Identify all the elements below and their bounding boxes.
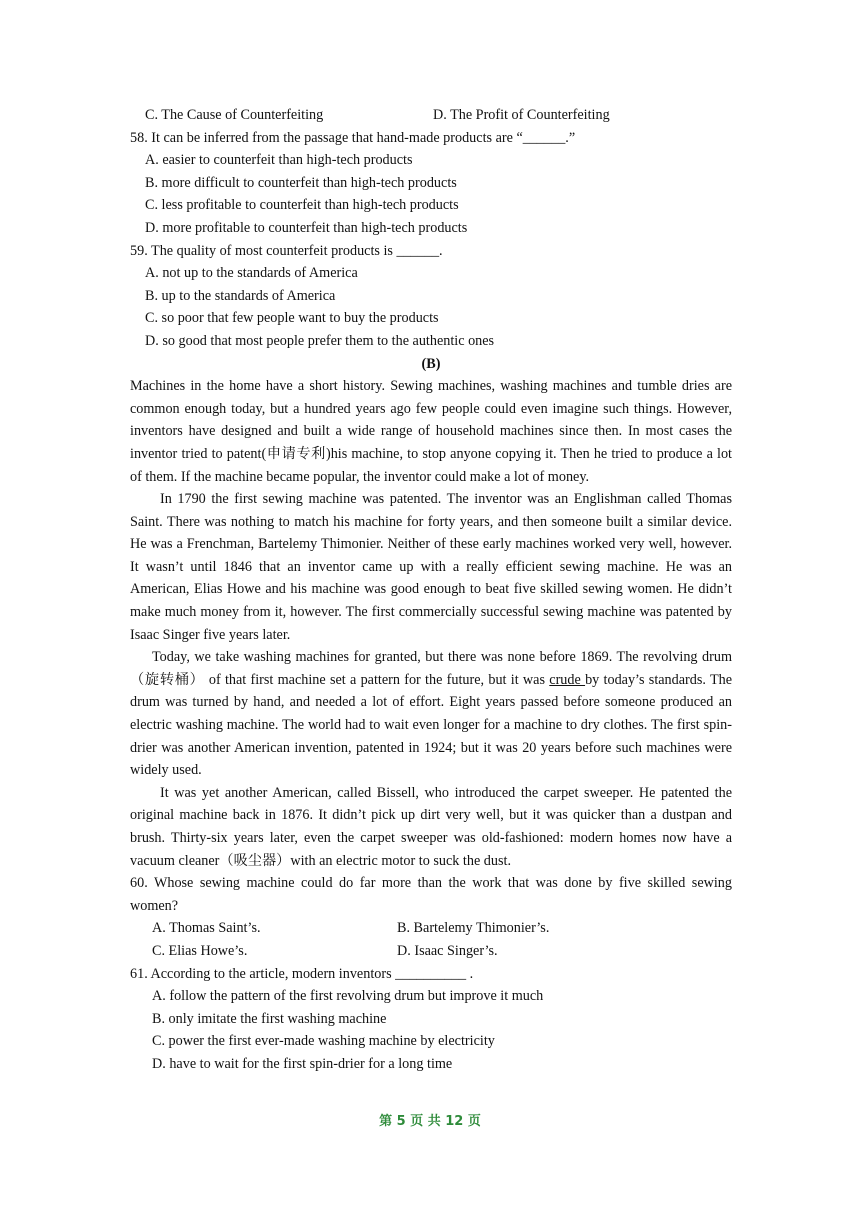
q60-option-a: A. Thomas Saint’s.	[152, 920, 261, 937]
q59-option-a: A. not up to the standards of America	[145, 265, 358, 282]
q60-option-d: D. Isaac Singer’s.	[397, 942, 498, 959]
passage-paragraph-2: In 1790 the first sewing machine was patented. The inventor was an Englishman called Thomas Saint. There was nothing to match his machine for forty years, and then someone built a similar device. He was a Frenchman, Bartelemy Thimonier. Neither of these early machines worked very well, however. It wasn’t until 1846 that an inventor came up with a really efficient sewing machine. He was an American, Elias Howe and his machine was good enough to beat five skilled sewing women. He didn’t make much money from it, however. The first commercially successful sewing machine was patented by Isaac Singer five years later.	[130, 491, 732, 643]
q58-option-b: B. more difficult to counterfeit than high-tech products	[145, 174, 457, 191]
q58-stem: 58. It can be inferred from the passage that hand-made products are “______.”	[130, 129, 576, 146]
passage-paragraph-3	[130, 646, 732, 782]
q61-stem: 61. According to the article, modern inventors __________ .	[130, 965, 474, 982]
q59-option-c: C. so poor that few people want to buy the products	[145, 310, 439, 327]
q57-option-c: C. The Cause of Counterfeiting	[145, 107, 324, 123]
q59-option-b: B. up to the standards of America	[145, 287, 336, 304]
q60-option-c: C. Elias Howe’s.	[152, 942, 248, 959]
q61-option-c: C. power the first ever-made washing machine by electricity	[152, 1033, 495, 1050]
q60-options-cd	[130, 940, 732, 963]
q58-option-c: C. less profitable to counterfeit than high-tech products	[145, 197, 459, 214]
q58-option-d: D. more profitable to counterfeit than high-tech products	[145, 219, 468, 236]
exam-page	[130, 104, 732, 1076]
section-heading-b: (B)	[421, 355, 441, 372]
q60-options-ab	[130, 917, 732, 940]
q61-option-b: B. only imitate the first washing machine	[152, 1010, 387, 1027]
q58-option-a: A. easier to counterfeit than high-tech products	[145, 152, 413, 169]
underlined-word-crude: crude	[549, 671, 586, 688]
q57-options-cd	[130, 104, 732, 127]
q61-option-a: A. follow the pattern of the first revolving drum but improve it much	[152, 988, 544, 1005]
page-footer: 第 5 页 共 12 页	[379, 1114, 481, 1129]
p3-text-after: by today’s standards. The drum was turned by hand, and needed a lot of effort. Eight years passed before someone produced an electric washing machine. The world had to wait even longer for a machine to dry clothes. The first spin-drier was another American invention, patented in 1924; but it was 20 years before such machines were widely used.	[130, 671, 733, 779]
q59-stem: 59. The quality of most counterfeit products is ______.	[130, 242, 443, 259]
p3-text-before: Today, we take washing machines for granted, but there was none before 1869. The revolving drum（旋转桶） of that first machine set a pattern for the future, but it was	[130, 649, 732, 688]
passage-paragraph-4: It was yet another American, called Bissell, who introduced the carpet sweeper. He patented the original machine back in 1876. It didn’t pick up dirt very well, but it was quicker than a dustpan and brush. Thirty-six years later, even the carpet sweeper was old-fashioned: modern homes now have a vacuum cleaner（吸尘器）with an electric motor to suck the dust.	[130, 784, 732, 869]
passage-paragraph-1: Machines in the home have a short history. Sewing machines, washing machines and tumble dries are common enough today, but a hundred years ago few people could even imagine such things. However, inventors have designed and built a wide range of household machines since then. In most cases the inventor tried to patent(申请专利)his machine, to stop anyone copying it. Then he tried to produce a lot of them. If the machine became popular, the inventor could make a lot of money.	[130, 378, 732, 485]
q61-option-d: D. have to wait for the first spin-drier for a long time	[152, 1055, 453, 1072]
q59-option-d: D. so good that most people prefer them to the authentic ones	[145, 332, 495, 349]
q60-stem: 60. Whose sewing machine could do far more than the work that was done by five skilled sewing women?	[130, 875, 732, 914]
q60-option-b: B. Bartelemy Thimonier’s.	[397, 920, 550, 937]
q57-option-d: D. The Profit of Counterfeiting	[433, 107, 610, 123]
